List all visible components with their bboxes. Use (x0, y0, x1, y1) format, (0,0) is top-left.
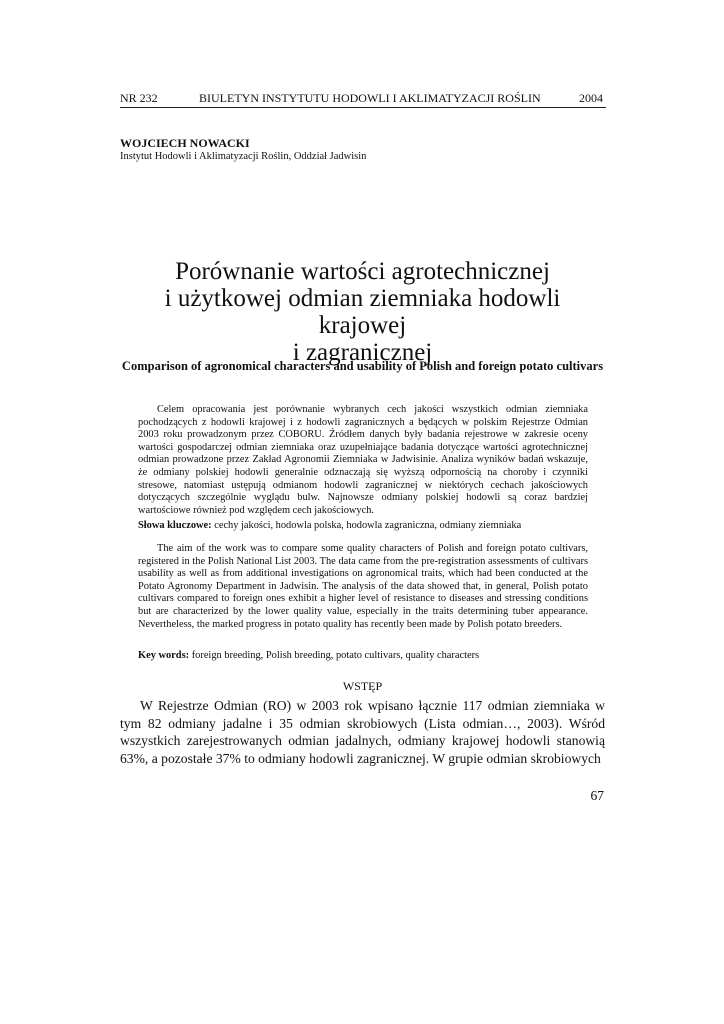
section-heading: WSTĘP (342, 679, 383, 693)
title-line-1: Porównanie wartości agrotechnicznej (175, 258, 550, 285)
abstract-english (138, 543, 588, 631)
journal-name: BIULETYN INSTYTUTU HODOWLI I AKLIMATYZACJI ROŚLIN (199, 91, 541, 105)
article-title (120, 258, 605, 366)
publication-year: 2004 (579, 91, 603, 105)
keywords-polish-label: Słowa kluczowe: (138, 520, 212, 531)
issue-number: NR 232 (120, 91, 158, 105)
abstract-english-text: The aim of the work was to compare some quality characters of Polish and foreign potato cultivars, registered in the Polish National List 2003. The data came from the pre-registration assessments of cultivars usability as well as from additional investigations on agronomical traits, which had been conducted at the Potato Agronomy Department in Jadwisin. The analysis of the data showed that, in general, Polish potato cultivars compared to foreign ones exhibit a higher level of resistance to diseases and stressing conditions but are characterized by the lower quality value, especially in the traits determining tuber appearance. Nevertheless, the marked progress in potato quality has recently been made by Polish potato breeders. (138, 543, 588, 630)
author-name: WOJCIECH NOWACKI (120, 136, 250, 150)
english-title: Comparison of agronomical characters and usability of Polish and foreign potato cultivars (121, 359, 604, 373)
abstract-polish-text: Celem opracowania jest porównanie wybranych cech jakości wszystkich odmian ziemniaka pochodzących z hodowli krajowej i z hodowli zagranicznych a będących w polskim Rejestrze Odmian 2003 roku prowadzonym przez COBORU. Źródłem danych były badania rejestrowe w zakresie oceny wartości gospodarczej odmian ziemniaka oraz uzupełniające badania dotyczące wartości agrotechnicznej odmian prowadzone przez Zakład Agronomii Ziemniaka w Jadwisinie. Analiza wyników badań wskazuje, że odmiany polskiej hodowli generalnie odznaczają się wyższą odpornością na choroby i czynniki stresowe, natomiast ustępują odmianom hodowli zagranicznej w niektórych cechach jakościowych dotyczących szczególnie wyglądu bulw. Najnowsze odmiany polskiej hodowli są coraz bardziej wartościowe również pod względem cech jakościowych. (138, 404, 588, 516)
intro-paragraph (120, 697, 605, 767)
header-divider (120, 107, 606, 108)
title-line-3: i zagranicznej (292, 339, 433, 366)
abstract-polish (138, 404, 588, 517)
title-line-2: i użytkowej odmian ziemniaka hodowli krajowej (164, 285, 561, 339)
author-affiliation: Instytut Hodowli i Aklimatyzacji Roślin, Oddział Jadwisin (120, 151, 367, 162)
keywords-english (138, 650, 588, 663)
page-number: 67 (590, 788, 604, 803)
keywords-polish-text: cechy jakości, hodowla polska, hodowla zagraniczna, odmiany ziemniaka (214, 520, 522, 531)
running-header (120, 90, 605, 106)
keywords-polish (138, 520, 588, 533)
keywords-english-text: foreign breeding, Polish breeding, potato cultivars, quality characters (191, 650, 480, 661)
keywords-english-label: Key words: (138, 650, 190, 661)
intro-paragraph-text: W Rejestrze Odmian (RO) w 2003 rok wpisano łącznie 117 odmian ziemniaka w tym 82 odmiany jadalne i 35 odmian skrobiowych (Lista odmian…, 2003). Wśród wszystkich zarejestrowanych odmian jadalnych, odmiany krajowej hodowli stanowią 63%, a pozostałe 37% to odmiany hodowli zagranicznej. W grupie odmian skrobiowych (120, 698, 605, 766)
